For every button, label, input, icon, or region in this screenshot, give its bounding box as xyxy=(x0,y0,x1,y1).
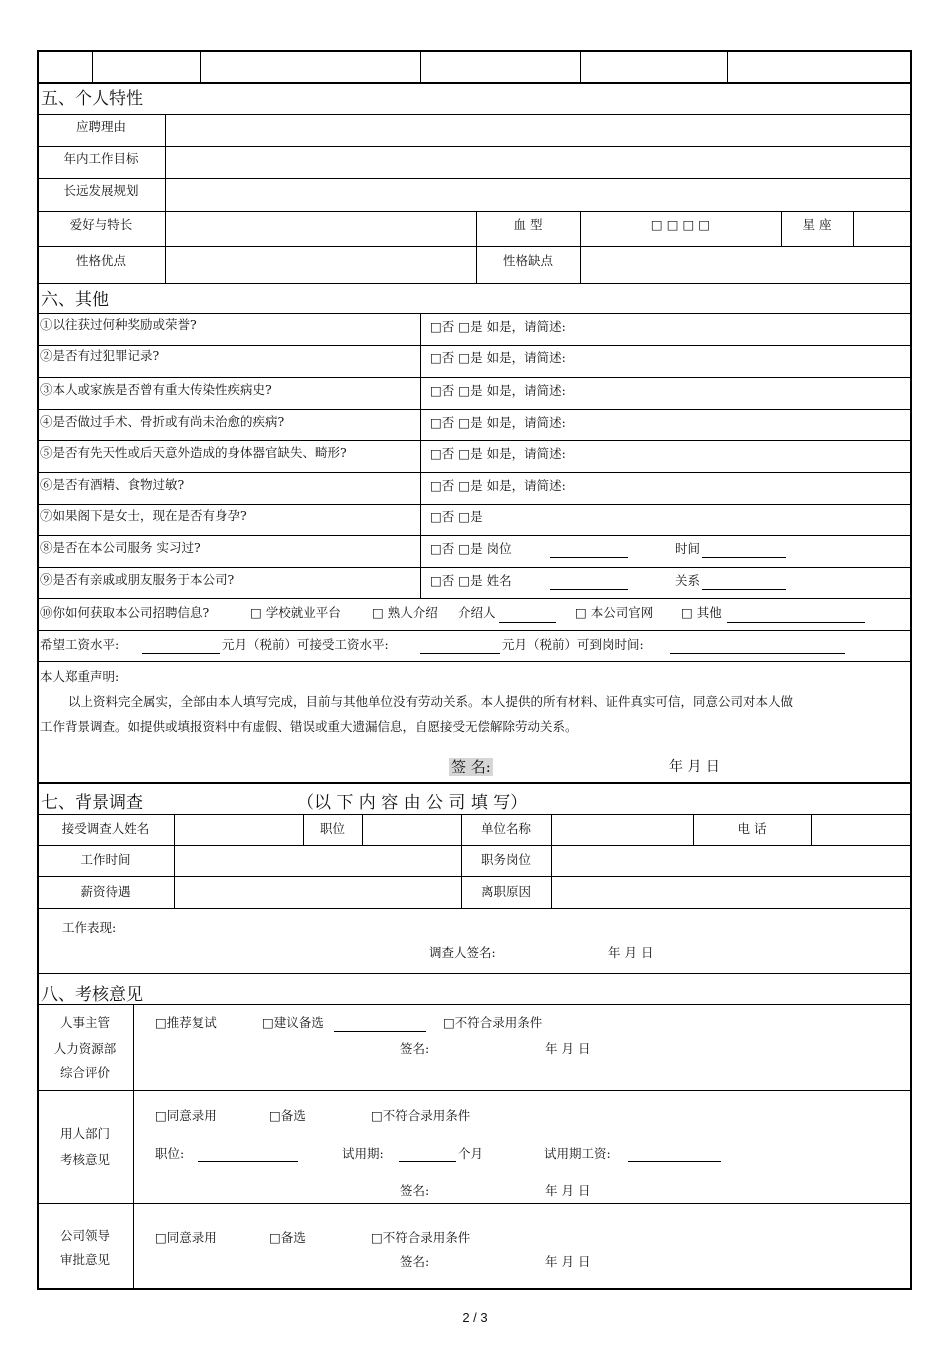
blood-type-checkboxes[interactable]: □ □ □ □ xyxy=(650,217,711,232)
answer-4[interactable]: □否 □是 如是，请简述: xyxy=(430,415,566,430)
label-blood-type: 血 型 xyxy=(513,217,543,232)
label-hobby: 爱好与特长 xyxy=(69,217,133,232)
dept-option-backup[interactable]: □备选 xyxy=(269,1108,306,1123)
available-date-label: 元月（税前）可到岗时间: xyxy=(502,637,644,652)
label-salary: 薪资待遇 xyxy=(80,884,131,899)
section7-note: （以 下 内 容 由 公 司 填 写） xyxy=(297,793,528,813)
answer-6[interactable]: □否 □是 如是，请简述: xyxy=(430,478,566,493)
dept-months-label: 个月 xyxy=(458,1146,484,1161)
source-referral[interactable]: □ 熟人介绍 xyxy=(372,605,438,620)
label-referee-name: 接受调查人姓名 xyxy=(61,821,150,836)
lead-label-line1: 公司领导 xyxy=(59,1228,110,1243)
dept-option-approve[interactable]: □同意录用 xyxy=(155,1108,217,1123)
label-phone: 电 话 xyxy=(737,821,767,836)
expected-salary-label: 希望工资水平: xyxy=(40,637,120,652)
hr-label-line1: 人事主管 xyxy=(59,1015,110,1030)
source-website[interactable]: □ 本公司官网 xyxy=(575,605,654,620)
dept-label-line2: 考核意见 xyxy=(59,1152,110,1167)
investigator-signature-label: 调查人签名: xyxy=(429,945,496,960)
label-annual-goal: 年内工作目标 xyxy=(63,151,139,166)
question-7: ⑦如果阁下是女士，现在是否有身孕? xyxy=(40,508,247,523)
hr-sign-label: 签名: xyxy=(400,1041,430,1056)
label-long-plan: 长远发展规划 xyxy=(63,183,139,198)
question-8: ⑧是否在本公司服务 实习过? xyxy=(40,540,201,555)
lead-option-reject[interactable]: □不符合录用条件 xyxy=(371,1230,471,1245)
question-6: ⑥是否有酒精、食物过敏? xyxy=(40,477,185,492)
applicant-sign-date: 年 月 日 xyxy=(669,759,720,775)
question-3: ③本人或家族是否曾有重大传染性疾病史? xyxy=(40,382,272,397)
label-work-performance: 工作表现: xyxy=(62,920,117,935)
hr-option-backup[interactable]: □建议备选 xyxy=(262,1015,324,1030)
label-job-title: 职务岗位 xyxy=(480,852,531,867)
source-school[interactable]: □ 学校就业平台 xyxy=(250,605,341,620)
answer-8-time-label: 时间 xyxy=(675,541,701,556)
hr-label-line2: 人力资源部 xyxy=(53,1041,117,1056)
label-referee-position: 职位 xyxy=(319,821,345,836)
label-zodiac: 星 座 xyxy=(802,217,832,232)
answer-9[interactable]: □否 □是 姓名 xyxy=(430,573,512,588)
question-1: ①以往获过何种奖励或荣誉? xyxy=(40,317,197,332)
acceptable-salary-label: 元月（税前）可接受工资水平: xyxy=(222,637,389,652)
dept-sign-date: 年 月 日 xyxy=(545,1183,591,1198)
lead-label-line2: 审批意见 xyxy=(59,1252,110,1267)
investigator-sign-date: 年 月 日 xyxy=(608,945,654,960)
declaration-title: 本人郑重声明: xyxy=(40,669,120,684)
question-9: ⑨是否有亲戚或朋友服务于本公司? xyxy=(40,572,235,587)
label-leave-reason: 离职原因 xyxy=(480,884,531,899)
applicant-signature-label: 签 名: xyxy=(451,758,491,776)
label-merits: 性格优点 xyxy=(75,253,126,268)
answer-1[interactable]: □否 □是 如是，请简述: xyxy=(430,319,566,334)
dept-label-line1: 用人部门 xyxy=(59,1126,110,1141)
declaration-line-2: 工作背景调查。如提供或填报资料中有虚假、错误或重大遗漏信息，自愿接受无偿解除劳动关系。 xyxy=(40,719,578,734)
page-number: 2 / 3 xyxy=(462,1310,488,1325)
label-work-period: 工作时间 xyxy=(80,852,131,867)
source-other[interactable]: □ 其他 xyxy=(681,605,722,620)
dept-position-label: 职位: xyxy=(155,1146,185,1161)
hr-label-line3: 综合评价 xyxy=(59,1065,110,1080)
question-4: ④是否做过手术、骨折或有尚未治愈的疾病? xyxy=(40,414,285,429)
lead-option-backup[interactable]: □备选 xyxy=(269,1230,306,1245)
label-company-name: 单位名称 xyxy=(480,821,531,836)
answer-5[interactable]: □否 □是 如是，请简述: xyxy=(430,446,566,461)
hr-option-reject[interactable]: □不符合录用条件 xyxy=(443,1015,543,1030)
section5-title: 五、个人特性 xyxy=(41,89,143,109)
label-reason: 应聘理由 xyxy=(75,119,126,134)
section8-title: 八、考核意见 xyxy=(41,985,143,1005)
hr-option-recommend[interactable]: □推荐复试 xyxy=(155,1015,217,1030)
declaration-line-1: 以上资料完全属实，全部由本人填写完成，目前与其他单位没有劳动关系。本人提供的所有材料、证件真实可信，同意公司对本人做 xyxy=(68,694,794,709)
dept-trial-pay-label: 试用期工资: xyxy=(544,1146,611,1161)
lead-sign-date: 年 月 日 xyxy=(545,1254,591,1269)
dept-sign-label: 签名: xyxy=(400,1183,430,1198)
question-10: ⑩你如何获取本公司招聘信息? xyxy=(40,605,210,620)
dept-option-reject[interactable]: □不符合录用条件 xyxy=(371,1108,471,1123)
question-2: ②是否有过犯罪记录? xyxy=(40,348,160,363)
lead-sign-label: 签名: xyxy=(400,1254,430,1269)
lead-option-approve[interactable]: □同意录用 xyxy=(155,1230,217,1245)
question-5: ⑤是否有先天性或后天意外造成的身体器官缺失、畸形? xyxy=(40,445,347,460)
answer-3[interactable]: □否 □是 如是，请简述: xyxy=(430,383,566,398)
source-referrer-label: 介绍人 xyxy=(458,605,496,620)
answer-7[interactable]: □否 □是 xyxy=(430,509,483,524)
dept-trial-label: 试用期: xyxy=(342,1146,384,1161)
section7-title: 七、背景调查 xyxy=(41,793,143,813)
answer-8[interactable]: □否 □是 岗位 xyxy=(430,541,512,556)
answer-2[interactable]: □否 □是 如是，请简述: xyxy=(430,350,566,365)
answer-9-relation-label: 关系 xyxy=(675,573,701,588)
section6-title: 六、其他 xyxy=(41,290,109,310)
hr-sign-date: 年 月 日 xyxy=(545,1041,591,1056)
label-defects: 性格缺点 xyxy=(502,253,553,268)
